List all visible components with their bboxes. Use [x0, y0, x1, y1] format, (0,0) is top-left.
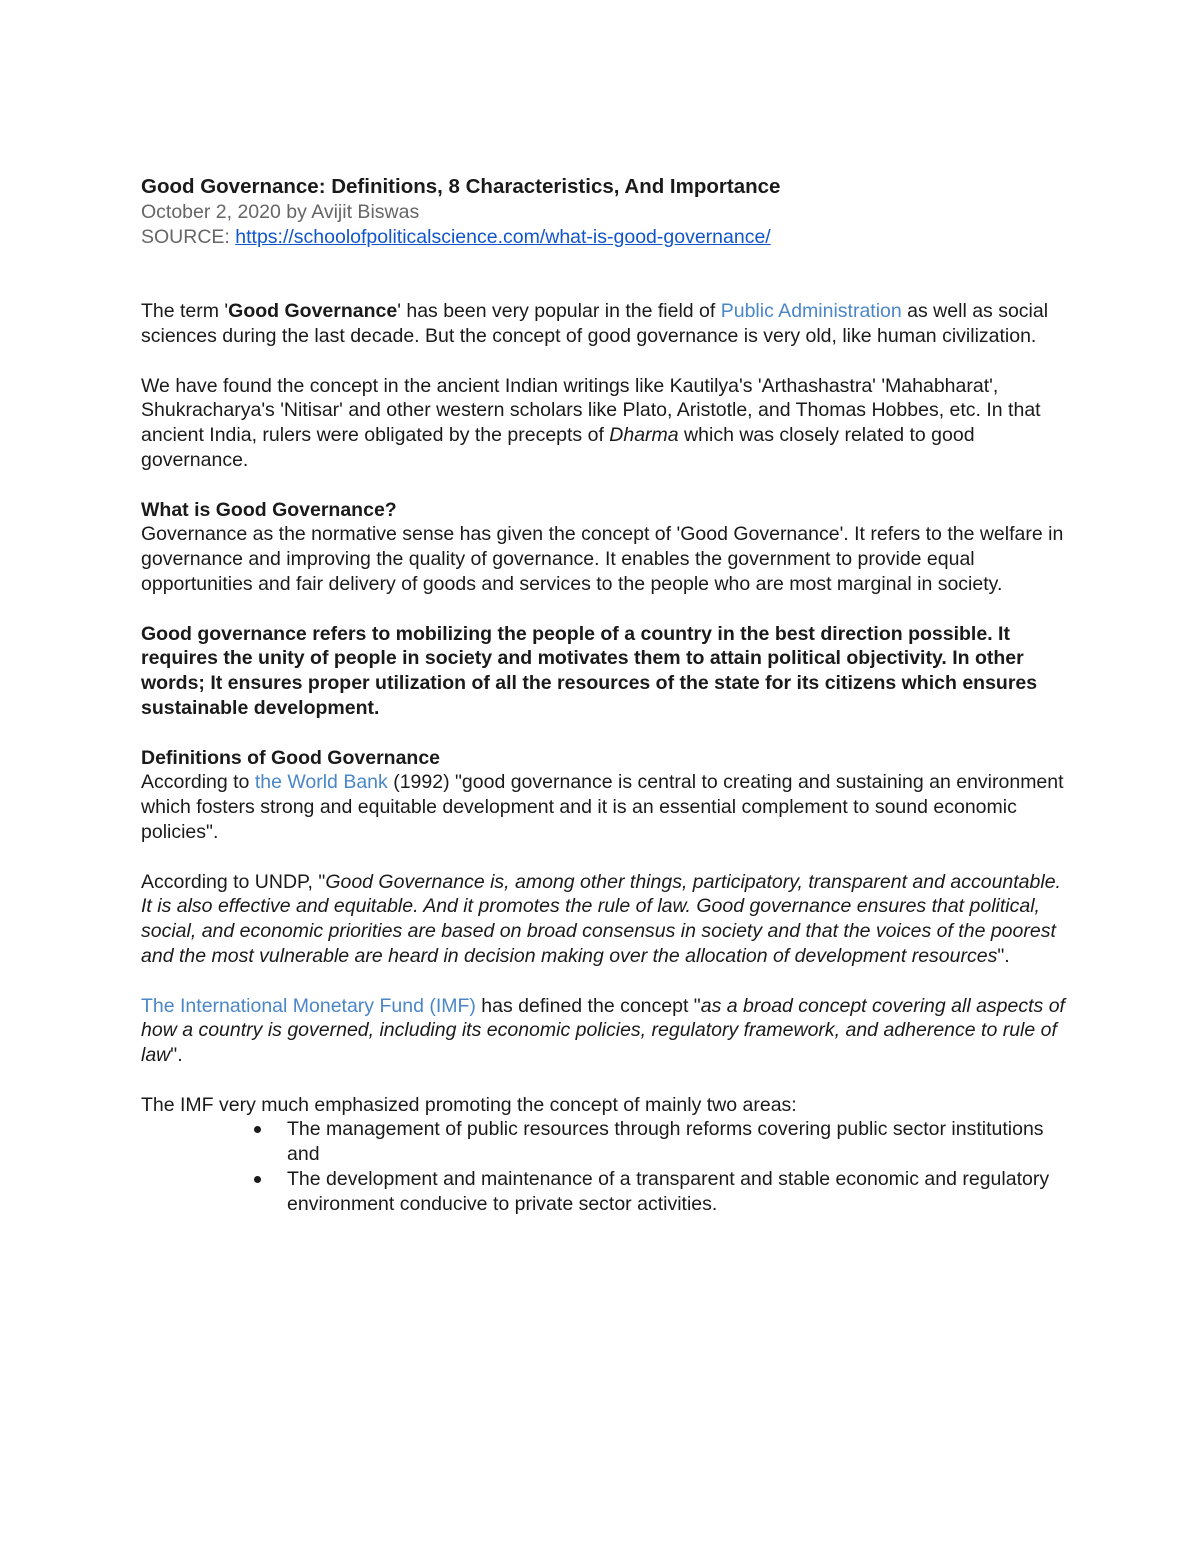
source-link[interactable]: https://schoolofpoliticalscience.com/what-is-good-governance/: [235, 225, 771, 248]
public-administration-link[interactable]: Public Administration: [720, 300, 902, 323]
bullet-icon: [254, 1176, 261, 1183]
document-body: [141, 174, 1071, 1217]
intro-bold-term: Good Governance: [228, 300, 398, 323]
history-text-b: which was closely related to good governance.: [141, 424, 975, 471]
section-heading-what-is: What is Good Governance?: [141, 498, 397, 521]
spacer: [141, 969, 1071, 994]
undp-quote: Good Governance is, among other things, participatory, transparent and accountable. It is also effective and equitable. And it promotes the rule of law. Good governance ensures that political, social, and economic priorities are based on broad consensus in society and that the voices of the poorest and the most vulnerable are heard in decision making over the allocation of development resources: [141, 870, 1061, 967]
history-paragraph: [141, 374, 1071, 473]
imf-areas-list: [141, 1117, 1071, 1216]
list-item: [141, 1167, 1071, 1217]
intro-text-c: as well as social sciences during the last decade. But the concept of good governance is very old, like human civilization.: [141, 300, 1049, 347]
intro-paragraph: [141, 299, 1071, 349]
list-item-text: The development and maintenance of a transparent and stable economic and regulatory environment conducive to private sector activities.: [287, 1168, 1050, 1215]
imf-text-b: ".: [170, 1044, 183, 1067]
world-bank-link[interactable]: the World Bank: [254, 771, 388, 794]
undp-text-b: ".: [997, 944, 1010, 967]
spacer: [141, 1068, 1071, 1093]
imf-paragraph: [141, 994, 1071, 1068]
document-title: Good Governance: Definitions, 8 Characteristics, And Importance: [141, 175, 781, 198]
imf-link[interactable]: The International Monetary Fund (IMF): [141, 994, 476, 1017]
spacer: [141, 349, 1071, 374]
bold-summary-paragraph: Good governance refers to mobilizing the people of a country in the best direction possible. It requires the unity of people in society and motivates them to attain political objectivity. In other words; It ensures proper utilization of all the resources of the state for its citizens which ensures sustainable development.: [141, 622, 1038, 719]
undp-text-a: According to UNDP, ": [141, 870, 326, 893]
source-label: SOURCE:: [141, 225, 236, 248]
spacer: [141, 845, 1071, 870]
list-item: [141, 1117, 1071, 1167]
section-heading-definitions: Definitions of Good Governance: [141, 746, 441, 769]
byline: October 2, 2020 by Avijit Biswas: [141, 201, 420, 223]
bullet-icon: [254, 1126, 261, 1133]
wb-text-b: (1992) "good governance is central to creating and sustaining an environment which fosters strong and equitable development and it is an essential complement to sound economic policies".: [141, 771, 1064, 843]
intro-text-b: ' has been very popular in the field of: [397, 300, 721, 323]
undp-paragraph: [141, 870, 1071, 969]
imf-quote: as a broad concept covering all aspects of how a country is governed, including its economic policies, regulatory framework, and adherence to rule of law: [141, 994, 1065, 1067]
intro-text-a: The term ': [141, 300, 229, 323]
wb-text-a: According to: [141, 771, 255, 794]
history-text-a: We have found the concept in the ancient Indian writings like Kautilya's 'Arthashastra' 'Mahabharat', Shukracharya's 'Nitisar' and other western scholars like Plato, Aristotle, and Thomas Hobbes, etc. In that ancient India, rulers were obligated by the precepts of: [141, 374, 1041, 447]
imf-intro: The IMF very much emphasized promoting the concept of mainly two areas:: [141, 1093, 797, 1116]
what-is-paragraph: Governance as the normative sense has given the concept of 'Good Governance'. It refers to the welfare in governance and improving the quality of governance. It enables the government to provide equal opportunities and fair delivery of goods and services to the people who are most marginal in society.: [141, 523, 1064, 595]
world-bank-paragraph: [141, 770, 1071, 844]
spacer: [141, 250, 1071, 300]
dharma-term: Dharma: [609, 424, 679, 447]
source-line: [141, 225, 1071, 250]
imf-text-a: has defined the concept ": [475, 994, 701, 1017]
spacer: [141, 597, 1071, 622]
spacer: [141, 721, 1071, 746]
spacer: [141, 473, 1071, 498]
list-item-text: The management of public resources through reforms covering public sector institutions and: [287, 1118, 1044, 1166]
